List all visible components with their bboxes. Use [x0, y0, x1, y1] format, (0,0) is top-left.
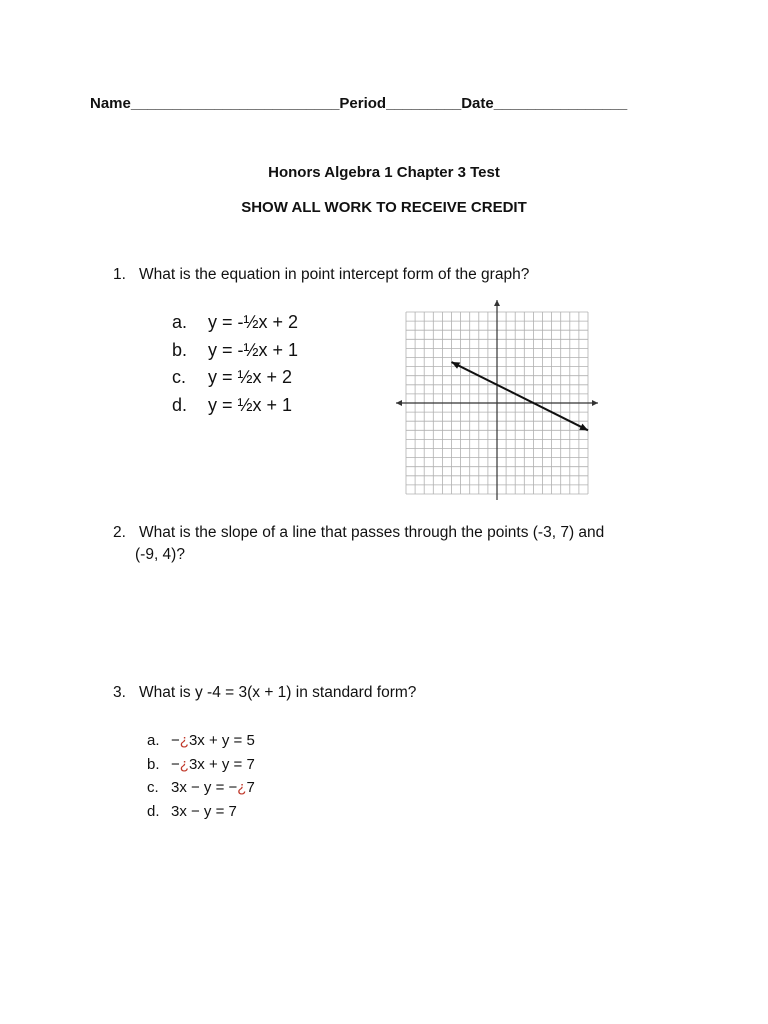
date-label: Date: [461, 95, 494, 112]
question-2-text-cont: (-9, 4)?: [135, 546, 185, 563]
student-info-header: [90, 95, 627, 112]
instructions-title: SHOW ALL WORK TO RECEIVE CREDIT: [241, 199, 527, 216]
name-blank[interactable]: _________________________: [130, 95, 340, 112]
question-1-number: 1.: [113, 266, 126, 283]
question-2-text: What is the slope of a line that passes through the points (-3, 7) and: [139, 524, 605, 541]
plotted-line: [452, 362, 589, 430]
choice-3a[interactable]: a. −¿3x + y = 5: [147, 732, 255, 749]
question-2-number: 2.: [113, 524, 126, 541]
x-axis-right-arrow: [592, 400, 598, 406]
coordinate-graph: [392, 298, 602, 500]
test-title: Honors Algebra 1 Chapter 3 Test: [268, 164, 500, 181]
date-blank[interactable]: ________________: [493, 95, 628, 112]
choice-3b[interactable]: b. −¿3x + y = 7: [147, 755, 255, 773]
question-2: [113, 524, 604, 564]
question-3: [113, 684, 416, 702]
x-axis-left-arrow: [396, 400, 402, 406]
choice-1b[interactable]: b. y = -½x + 1: [172, 339, 299, 360]
period-blank[interactable]: _________: [386, 95, 462, 112]
question-3-choices: [147, 729, 255, 823]
name-label: Name: [90, 95, 131, 112]
question-3-number: 3.: [113, 684, 126, 701]
choice-3d[interactable]: d. 3x − y = 7: [147, 802, 237, 820]
period-label: Period: [339, 95, 387, 112]
y-axis-top-arrow: [494, 300, 500, 306]
question-3-text: What is y -4 = 3(x + 1) in standard form?: [139, 684, 417, 701]
question-1-text: What is the equation in point intercept form of the graph?: [139, 266, 530, 283]
graph-plotted-line: [452, 362, 589, 430]
choice-1c[interactable]: c. y = ½x + 2: [172, 367, 293, 387]
question-1-choices: [172, 309, 298, 419]
choice-1d[interactable]: d. y = ½x + 1: [172, 394, 293, 415]
choice-3c[interactable]: c. 3x − y = −¿7: [147, 779, 255, 796]
question-1: [113, 266, 529, 284]
choice-1a[interactable]: a. y = -½x + 2: [172, 312, 299, 332]
